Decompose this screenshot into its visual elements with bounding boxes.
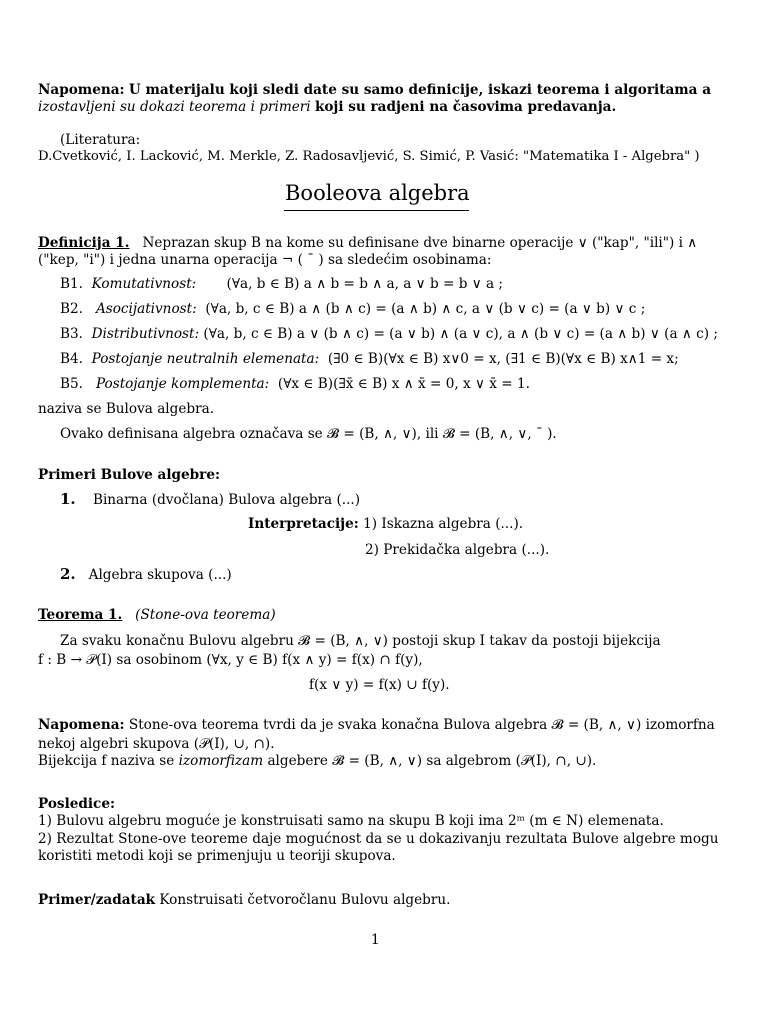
- theorem-name: (Stone-ova teorema): [135, 607, 276, 623]
- axiom-name: Postojanje neutralnih elemenata:: [91, 351, 320, 367]
- theorem-heading: [38, 607, 276, 623]
- consequence-1: 1) Bulovu algebru moguće je konstruisati samo na skupu B koji ima 2ᵐ (m ∈ N) elemenata.: [38, 813, 664, 829]
- axiom-code: B3.: [60, 326, 83, 342]
- axiom-code: B4.: [60, 351, 83, 367]
- axiom-formula: (∃0 ∈ B)(∀x ∈ B) x∨0 = x, (∃1 ∈ B)(∀x ∈ B) x∧1 = x;: [327, 351, 679, 367]
- axiom-code: B5.: [60, 376, 83, 392]
- consequences-heading: Posledice:: [38, 796, 116, 812]
- note2-lead: Napomena:: [38, 717, 125, 733]
- note-italic: izostavljeni su dokazi teorema i primeri: [38, 99, 311, 115]
- axiom-code: B1.: [60, 276, 83, 292]
- consequence-2: 2) Rezultat Stone-ove teoreme daje mogućnost da se u dokazivanju rezultata Bulove algebre mogu: [38, 831, 719, 847]
- axiom-code: B2.: [60, 301, 83, 317]
- note2-text-3a: Bijekcija f naziva se: [38, 753, 175, 769]
- definition-after-1: naziva se Bulova algebra.: [38, 401, 215, 417]
- note2-line-3: [38, 753, 596, 769]
- task-lead: Primer/zadatak: [38, 892, 156, 908]
- note-text-1: U materijalu koji sledi date su samo definicije, iskazi teorema i algoritama a: [128, 82, 712, 98]
- title-underline: [284, 210, 469, 211]
- page-title: Booleova algebra: [285, 181, 470, 205]
- literature-line-2: D.Cvetković, I. Lacković, M. Merkle, Z. Radosavljević, S. Simić, P. Vasić: "Matematika I - Algebra" ): [38, 149, 700, 164]
- note-text-2: koji su radjeni na časovima predavanja.: [314, 99, 617, 115]
- note-lead: Napomena:: [38, 82, 125, 98]
- note2-text-1: Stone-ova teorema tvrdi da je svaka konačna Bulova algebra 𝓑 = (B, ∧, ∨) izomorfna: [128, 717, 715, 733]
- note2-line-2: nekoj algebri skupova (𝒫(I), ∪, ∩).: [38, 736, 275, 752]
- definition-text-1: Neprazan skup B na kome su definisane dve binarne operacije ∨ ("kap", "ili") i ∧: [142, 235, 698, 251]
- interpretation-1: [248, 516, 523, 532]
- theorem-label: Teorema 1.: [38, 607, 123, 623]
- definition-after-2: Ovako definisana algebra označava se 𝓑 = (B, ∧, ∨), ili 𝓑 = (B, ∧, ∨, ¯ ).: [60, 426, 557, 442]
- definition-line-1: [38, 235, 697, 251]
- axiom-b2: [60, 301, 645, 317]
- example-1: [60, 491, 360, 508]
- axiom-b1: [60, 276, 503, 292]
- theorem-line-3: f(x ∨ y) = f(x) ∪ f(y).: [309, 677, 450, 693]
- axiom-name: Distributivnost:: [91, 326, 200, 342]
- consequence-3: koristiti metodi koji se primenjuju u teoriji skupova.: [38, 848, 396, 864]
- theorem-line-2: f : B → 𝒫(I) sa osobinom (∀x, y ∈ B) f(x ∧ y) = f(x) ∩ f(y),: [38, 652, 423, 668]
- interpretation-2: 2) Prekidačka algebra (...).: [365, 542, 550, 558]
- examples-heading: Primeri Bulove algebre:: [38, 467, 220, 483]
- example-number: 2.: [60, 565, 76, 583]
- definition-line-2: ("kep, "i") i jedna unarna operacija ¬ ( ¯ ) sa sledećim osobinama:: [38, 252, 492, 268]
- definition-label: Definicija 1.: [38, 235, 130, 251]
- note2-line-1: [38, 717, 715, 733]
- interpretation-label: Interpretacije:: [248, 516, 359, 532]
- task-text: Konstruisati četvoročlanu Bulovu algebru.: [159, 892, 451, 908]
- axiom-b3: [60, 326, 718, 342]
- example-text: Binarna (dvočlana) Bulova algebra (...): [92, 492, 361, 508]
- note2-italic: izomorfizam: [178, 753, 264, 769]
- axiom-formula: (∀x ∈ B)(∃x̄ ∈ B) x ∧ x̄ = 0, x ∨ x̄ = 1.: [277, 376, 530, 392]
- axiom-name: Asocijativnost:: [95, 301, 197, 317]
- interpretation-text: 1) Iskazna algebra (...).: [363, 516, 524, 532]
- note-line-1: [38, 82, 711, 98]
- axiom-formula: (∀a, b, c ∈ B) a ∨ (b ∧ c) = (a ∨ b) ∧ (a ∨ c), a ∧ (b ∨ c) = (a ∧ b) ∨ (a ∧ c) ;: [203, 326, 718, 342]
- theorem-line-1: Za svaku konačnu Bulovu algebru 𝓑 = (B, ∧, ∨) postoji skup I takav da postoji bijekcija: [60, 633, 661, 649]
- note2-text-3b: algebere 𝓑 = (B, ∧, ∨) sa algebrom (𝒫(I), ∩, ∪).: [267, 753, 597, 769]
- page-number: 1: [371, 932, 380, 948]
- axiom-formula: (∀a, b, c ∈ B) a ∧ (b ∧ c) = (a ∧ b) ∧ c, a ∨ (b ∨ c) = (a ∨ b) ∨ c ;: [205, 301, 646, 317]
- axiom-name: Komutativnost:: [91, 276, 197, 292]
- axiom-name: Postojanje komplementa:: [95, 376, 270, 392]
- example-text: Algebra skupova (...): [88, 567, 232, 583]
- axiom-b5: [60, 376, 530, 392]
- axiom-b4: [60, 351, 679, 367]
- example-2: [60, 566, 232, 583]
- note-line-2: [38, 99, 616, 115]
- axiom-formula: (∀a, b ∈ B) a ∧ b = b ∧ a, a ∨ b = b ∨ a ;: [226, 276, 503, 292]
- task-line: [38, 892, 450, 908]
- literature-line-1: (Literatura:: [60, 132, 141, 148]
- example-number: 1.: [60, 490, 76, 508]
